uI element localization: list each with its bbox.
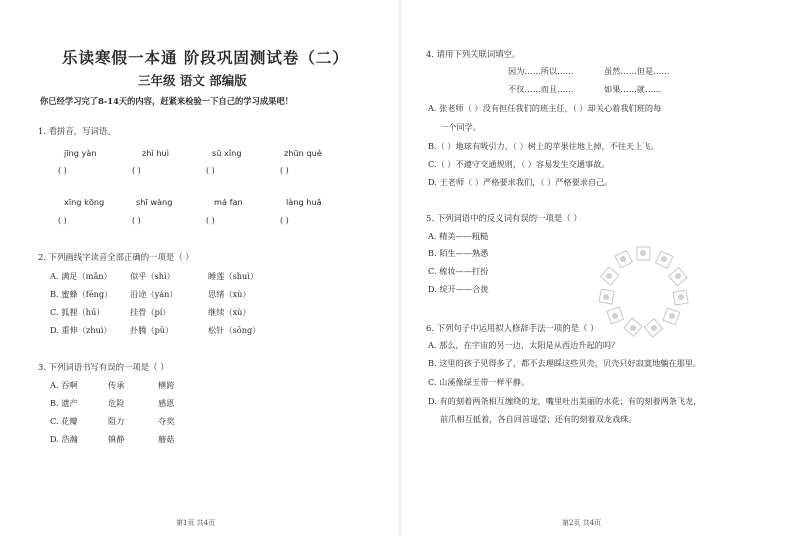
pinyin-mafan: má fan	[214, 197, 243, 207]
question-6-label: 6. 下列句子中运用拟人修辞手法一项的是（ ）	[426, 323, 599, 333]
q3-option-a-word-3: 横跨	[158, 380, 175, 390]
q2-option-d-word-3: 松针（sōng）	[208, 325, 261, 335]
q4-line-c: C.（ ）不遵守交通规则，（ ）容易发生交通事故。	[428, 159, 610, 169]
q6-option-d-cont: 前爪相互抵着，各自回首遥望；还有的刻着双龙戏珠。	[440, 414, 637, 424]
pinyin-langhua: làng huā	[286, 197, 322, 207]
pinyin-suxing: sū xǐng	[212, 148, 242, 158]
answer-blank[interactable]: ( )	[206, 216, 215, 225]
pinyin-zhihui: zhì huì	[142, 148, 170, 158]
q2-option-a-word-3: 睡莲（shuì）	[208, 271, 259, 281]
q2-option-c-word-3: 继续（xù）	[208, 307, 251, 317]
answer-blank[interactable]: ( )	[280, 166, 289, 175]
conjunction-yinwei: 因为……所以……	[508, 66, 574, 76]
q5-option-b: B. 陌生——熟悉	[428, 248, 489, 258]
q3-option-a-word-2: 传承	[108, 380, 125, 390]
q2-option-c: C. 狐狸（hú）	[50, 307, 105, 317]
q2-option-a-word-2: 似乎（shì）	[130, 271, 175, 281]
q5-option-d: D. 绽开——合拢	[428, 284, 489, 294]
q4-line-d: D. 王老师（ ）严格要求我们，（ ）严格要求自己。	[428, 177, 613, 187]
question-3-label: 3. 下列词语书写有误的一项是（ ）	[38, 362, 169, 372]
answer-blank[interactable]: ( )	[280, 216, 289, 225]
q2-option-b-word-3: 思绪（xù）	[208, 289, 251, 299]
pinyin-xingkong: xīng kōng	[64, 197, 105, 207]
pinyin-shiwang: shī wàng	[136, 197, 173, 207]
answer-blank[interactable]: ( )	[132, 166, 141, 175]
conjunction-bujin: 不仅……而且……	[508, 84, 574, 94]
q2-option-a: A. 满足（mǎn）	[50, 271, 112, 281]
question-2-label: 2. 下列画线字读音全部正确的一项是（ ）	[38, 252, 194, 262]
q2-option-c-word-2: 挂骨（pí）	[130, 307, 171, 317]
page-footer: 第2页 共4页	[562, 519, 602, 527]
q3-option-d: D. 浩瀚	[50, 434, 78, 444]
question-1-label: 1. 看拼音，写词语。	[38, 126, 116, 136]
q3-option-b: B. 遗产	[50, 398, 78, 408]
q3-option-c-word-3: 夺奖	[158, 416, 175, 426]
q6-option-d: D. 有的刻着两条相互缠绕的龙，嘴里吐出美丽的水花；有的刻着两条飞龙，	[428, 396, 702, 406]
pinyin-zhunque: zhūn què	[284, 148, 322, 158]
answer-blank[interactable]: ( )	[206, 166, 215, 175]
page-footer: 第1页 共4页	[176, 519, 216, 527]
q3-option-d-word-2: 镇静	[108, 434, 125, 444]
q5-option-c: C. 梳妆——打扮	[428, 266, 489, 276]
page-title: 乐读寒假一本通 阶段巩固测试卷（二）	[62, 48, 349, 67]
q3-option-d-word-3: 蘑菇	[158, 434, 175, 444]
q3-option-c-word-2: 阻力	[108, 416, 125, 426]
q4-line-a-cont: 一个同学。	[440, 122, 481, 132]
answer-blank[interactable]: ( )	[58, 166, 67, 175]
pinyin-jingyan: jīng yàn	[64, 148, 97, 158]
answer-blank[interactable]: ( )	[132, 216, 141, 225]
q2-option-b-word-2: 沿途（yán）	[130, 289, 178, 299]
q6-option-c: C. 山溪像绿玉带一样平静。	[428, 377, 530, 387]
question-4-label: 4. 请用下列关联词填空。	[426, 49, 521, 59]
question-5-label: 5. 下列词语中的反义词有误的一项是（ ）	[426, 213, 582, 223]
q2-option-d: D. 重伸（zhuì）	[50, 325, 112, 335]
q3-option-b-word-3: 感恩	[158, 398, 175, 408]
conjunction-ruguo: 如果……就……	[604, 84, 662, 94]
q2-option-d-word-2: 扑腾（pū）	[130, 325, 174, 335]
q4-line-a: A. 张老师（ ）没有担任我们的班主任，（ ）却关心着我们班的每	[428, 103, 662, 113]
conjunction-suiran: 虽然……但是……	[604, 66, 670, 76]
page-subtitle: 三年级 语文 部编版	[138, 73, 247, 88]
q6-option-b: B. 这里的孩子见得多了，都不去理睬这些贝壳，贝壳只好寂寞地躺在那里。	[428, 358, 702, 368]
answer-blank[interactable]: ( )	[58, 216, 67, 225]
q6-option-a: A. 那么，在宇宙的另一边，太阳是从西边升起的吗？	[428, 340, 620, 350]
q3-option-a: A. 吞啊	[50, 380, 78, 390]
q5-option-a: A. 精美——粗糙	[428, 231, 489, 241]
watermark-stamp-icon	[596, 244, 692, 340]
q2-option-b: B. 蜜蜂（fēng）	[50, 289, 113, 299]
q4-line-b: B.（ ）地球有吸引力，（ ）树上的苹果往地上掉，不往天上飞。	[428, 141, 659, 151]
q3-option-c: C. 花瓣	[50, 416, 78, 426]
q3-option-b-word-2: 危险	[108, 398, 125, 408]
intro-text: 你已经学习完了8-14天的内容，赶紧来检验一下自己的学习成果吧！	[40, 96, 294, 106]
